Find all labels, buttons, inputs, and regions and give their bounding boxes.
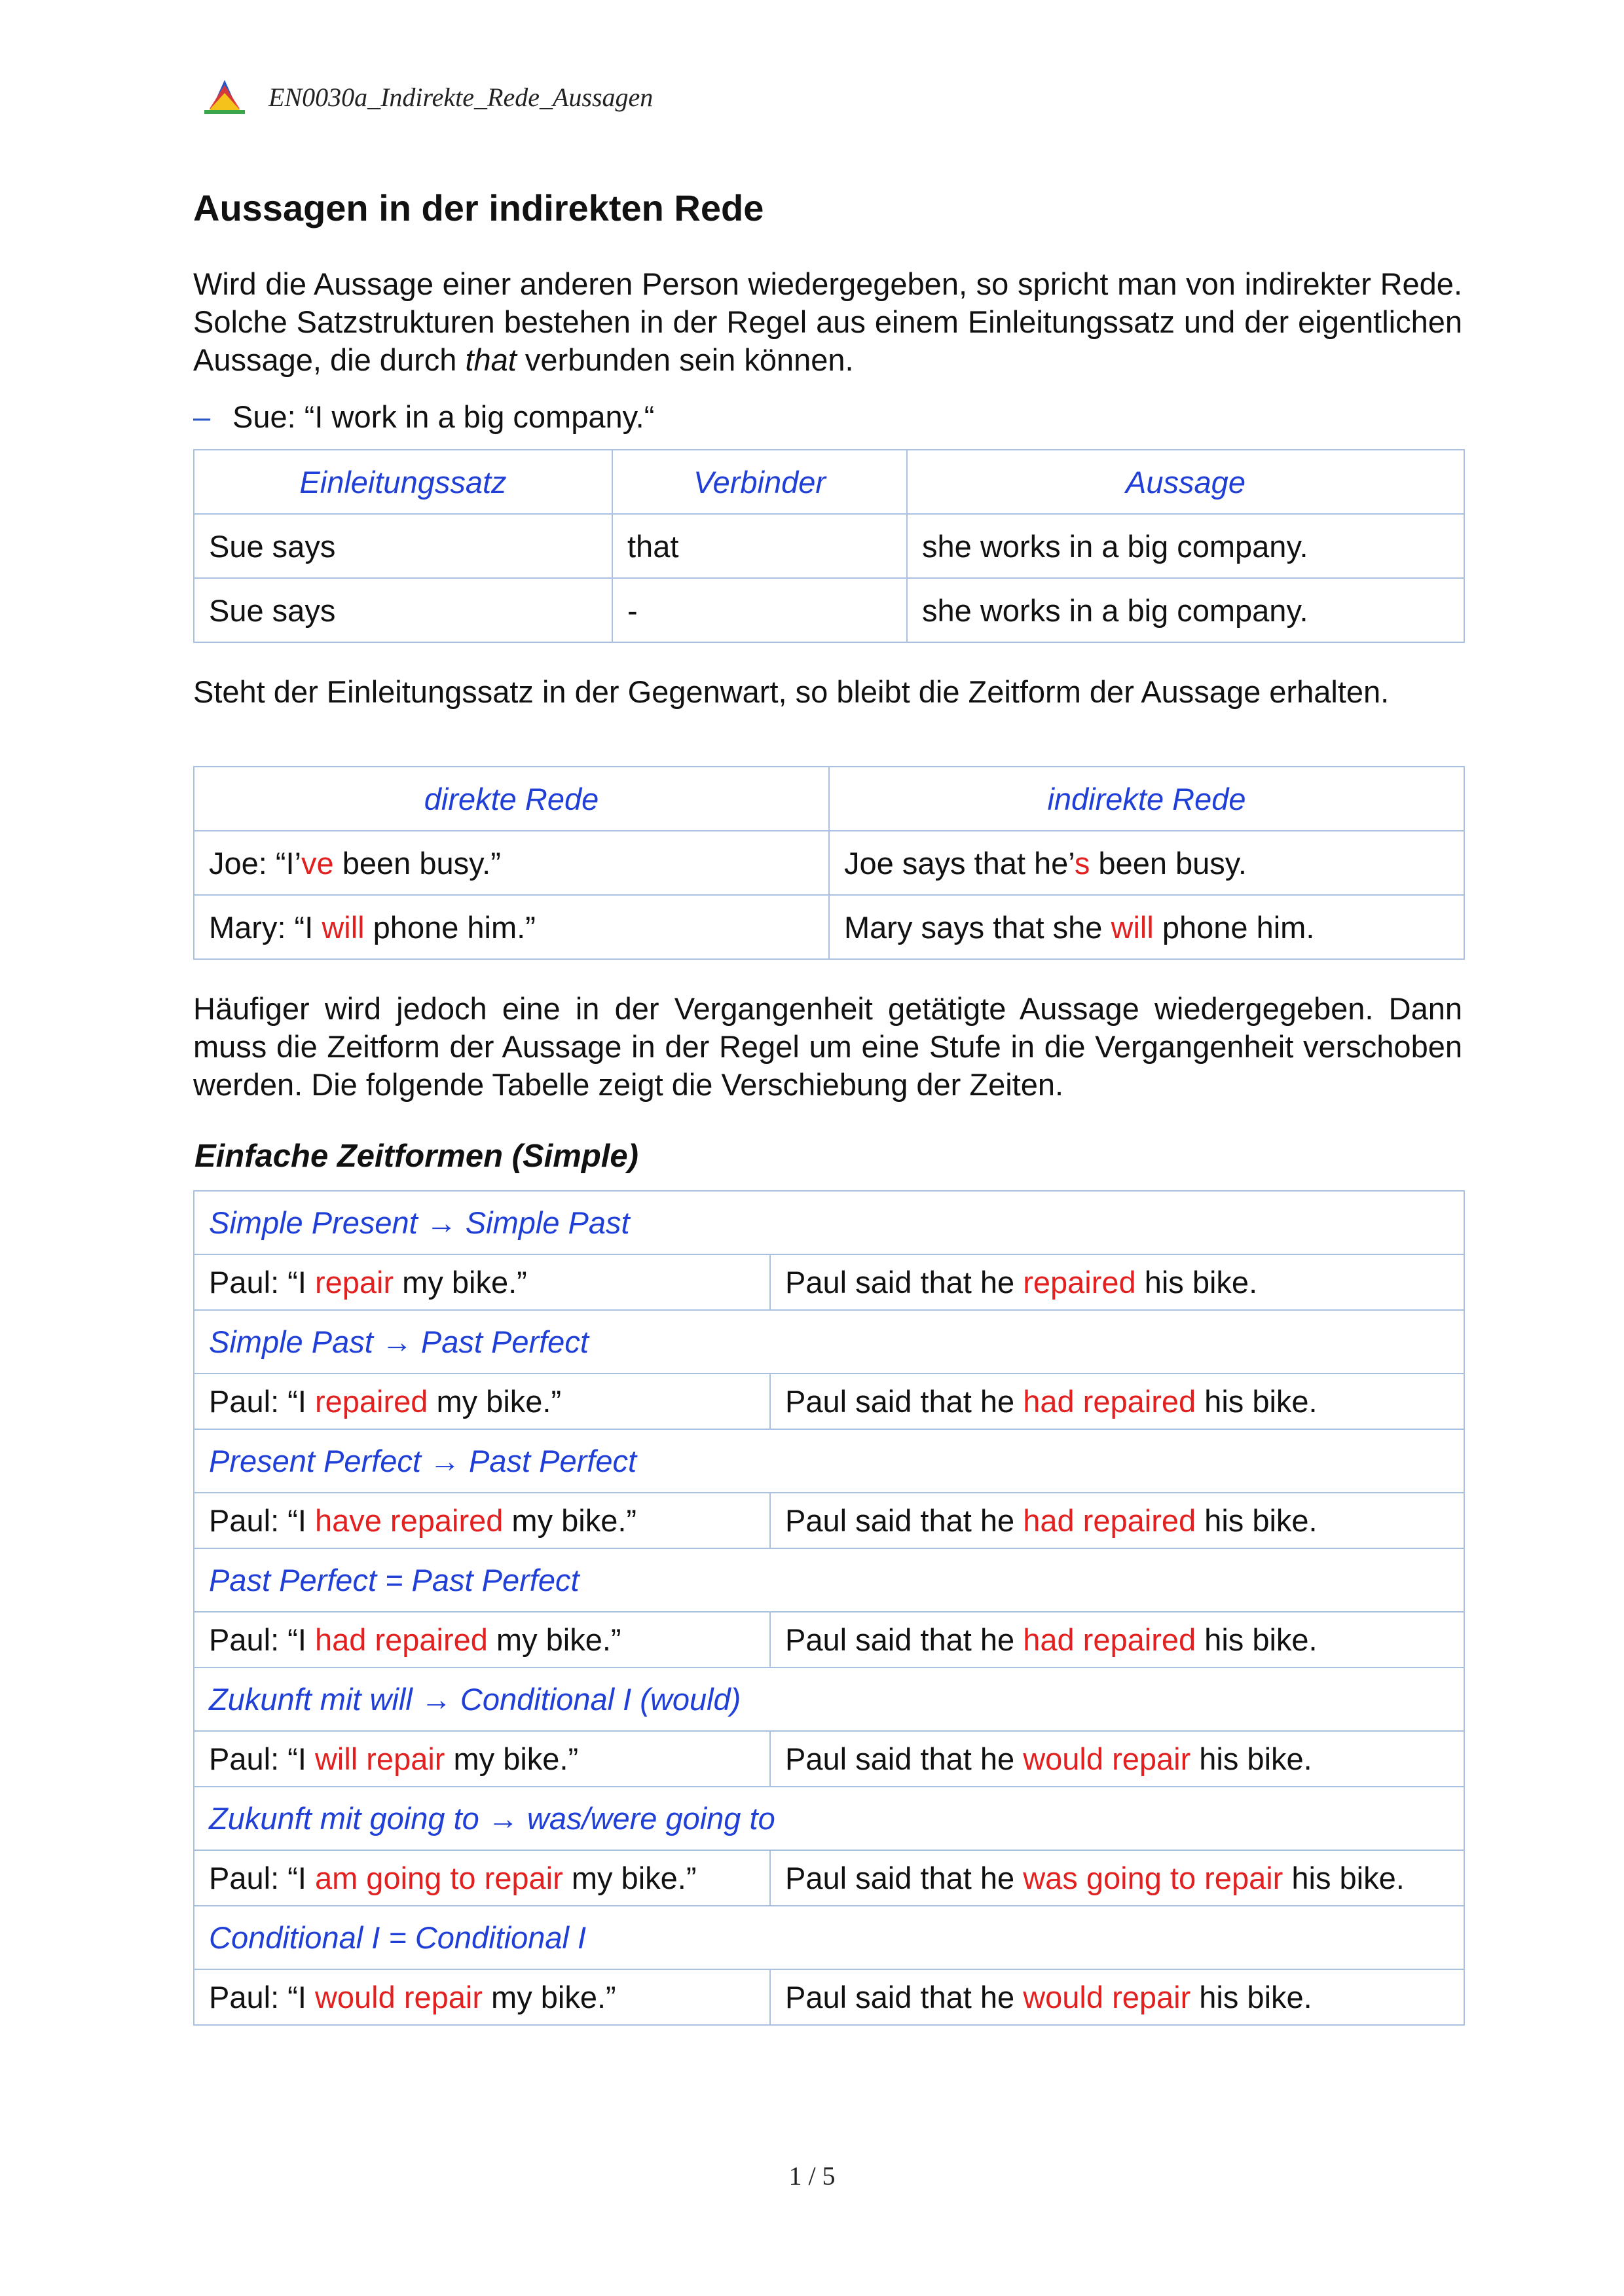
table-row (194, 1731, 1464, 1787)
table-cell: - (612, 578, 907, 642)
direct-speech-cell: Mary: “I will phone him.” (194, 895, 829, 959)
tense-rule-row: Present Perfect → Past Perfect (194, 1429, 1464, 1493)
tense-rule-row: Zukunft mit going to → was/were going to (194, 1787, 1464, 1850)
bullet-dash: – (193, 399, 211, 434)
header-verbinder: Verbinder (612, 450, 907, 514)
header-aussage: Aussage (907, 450, 1464, 514)
indirect-speech-cell: Joe says that he’s been busy. (829, 831, 1464, 895)
direct-speech-cell: Joe: “I’ve been busy.” (194, 831, 829, 895)
indirect-speech-cell: Paul said that he was going to repair his bike. (770, 1850, 1464, 1906)
table-row (194, 514, 1464, 578)
intro-paragraph: Wird die Aussage einer anderen Person wiedergegeben, so spricht man von indirekter Rede. Solche Satzstrukturen bestehen in der Regel aus einem Einleitungssatz und der eigentlichen Aussage, die durch that verbunden sein können. (193, 266, 1462, 377)
header-direkte-rede: direkte Rede (194, 767, 829, 831)
present-tense-paragraph: Steht der Einleitungssatz in der Gegenwart, so bleibt die Zeitform der Aussage erhalten. (193, 674, 1390, 709)
table-cell: Sue says (194, 514, 612, 578)
structure-table (193, 449, 1465, 643)
table-row (194, 831, 1464, 895)
tense-rule-row: Simple Past → Past Perfect (194, 1310, 1464, 1374)
table-cell: that (612, 514, 907, 578)
table-row (194, 1254, 1464, 1310)
tense-rule-row: Simple Present → Simple Past (194, 1191, 1464, 1254)
table-cell: she works in a big company. (907, 514, 1464, 578)
direct-indirect-table (193, 766, 1465, 960)
past-tense-paragraph: Häufiger wird jedoch eine in der Vergangenheit getätigte Aussage wiedergegeben. Dann muss die Zeitform der Aussage in der Regel um eine Stufe in die Vergangenheit verschoben werden. Die folgende Tabelle zeigt die Verschiebung der Zeiten. (193, 991, 1462, 1102)
table-row (194, 1493, 1464, 1548)
direct-speech-cell: Paul: “I would repair my bike.” (194, 1969, 770, 2025)
indirect-speech-cell: Paul said that he had repaired his bike. (770, 1374, 1464, 1429)
tense-rule-row: Conditional I = Conditional I (194, 1906, 1464, 1969)
indirect-speech-cell: Mary says that she will phone him. (829, 895, 1464, 959)
direct-speech-cell: Paul: “I will repair my bike.” (194, 1731, 770, 1787)
example-sentence: Sue: “I work in a big company.“ (232, 399, 655, 434)
page-title: Aussagen in der indirekten Rede (193, 187, 764, 228)
direct-speech-cell: Paul: “I repaired my bike.” (194, 1374, 770, 1429)
direct-speech-cell: Paul: “I have repaired my bike.” (194, 1493, 770, 1548)
direct-speech-cell: Paul: “I had repaired my bike.” (194, 1612, 770, 1667)
page-header (202, 77, 653, 117)
publisher-logo-icon (202, 79, 248, 115)
tense-rule-row: Past Perfect = Past Perfect (194, 1548, 1464, 1612)
indirect-speech-cell: Paul said that he had repaired his bike. (770, 1612, 1464, 1667)
table-row (194, 578, 1464, 642)
direct-speech-cell: Paul: “I am going to repair my bike.” (194, 1850, 770, 1906)
table-row (194, 895, 1464, 959)
table-row (194, 1850, 1464, 1906)
header-einleitungssatz: Einleitungssatz (194, 450, 612, 514)
tense-rule-row: Zukunft mit will → Conditional I (would) (194, 1667, 1464, 1731)
table-header-row (194, 767, 1464, 831)
tense-shift-table (193, 1190, 1465, 2026)
table-row (194, 1969, 1464, 2025)
indirect-speech-cell: Paul said that he would repair his bike. (770, 1731, 1464, 1787)
example-bullet (193, 398, 654, 436)
table-row (194, 1612, 1464, 1667)
table-cell: Sue says (194, 578, 612, 642)
direct-speech-cell: Paul: “I repair my bike.” (194, 1254, 770, 1310)
emphasis-that: that (465, 342, 517, 377)
indirect-speech-cell: Paul said that he would repair his bike. (770, 1969, 1464, 2025)
table-row (194, 1374, 1464, 1429)
page-number: 1 / 5 (788, 2161, 836, 2191)
table-header-row (194, 450, 1464, 514)
indirect-speech-cell: Paul said that he had repaired his bike. (770, 1493, 1464, 1548)
document-id: EN0030a_Indirekte_Rede_Aussagen (268, 82, 654, 112)
table-cell: she works in a big company. (907, 578, 1464, 642)
section-heading-simple: Einfache Zeitformen (Simple) (194, 1139, 638, 1174)
indirect-speech-cell: Paul said that he repaired his bike. (770, 1254, 1464, 1310)
header-indirekte-rede: indirekte Rede (829, 767, 1464, 831)
